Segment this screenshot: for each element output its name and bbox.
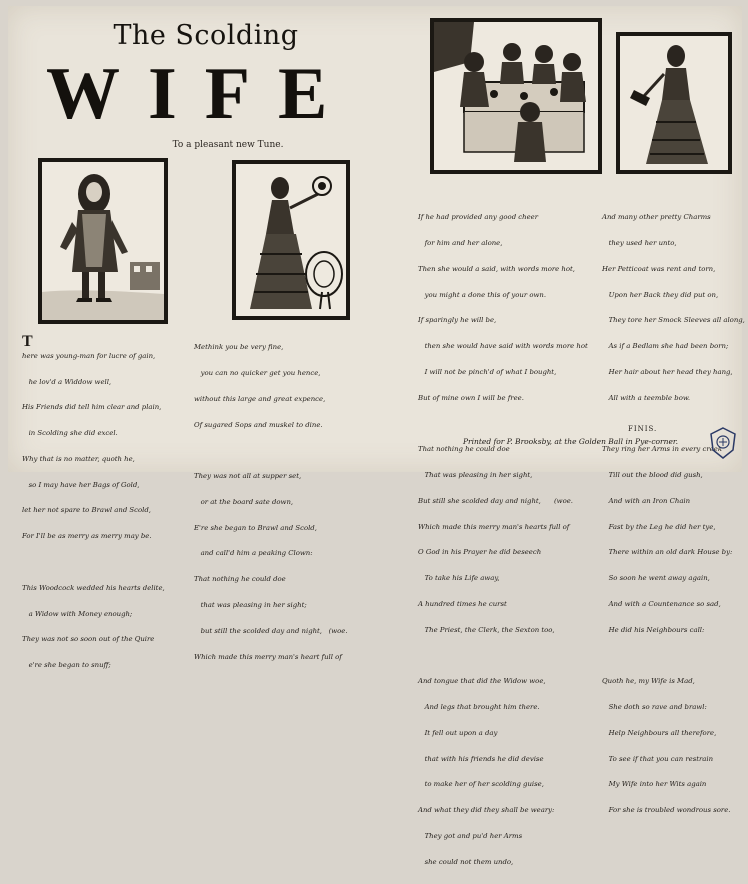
verse-line: so I may have her Bags of Gold, (22, 480, 140, 489)
verse-line: And with a Countenance so sad, (602, 599, 721, 608)
verse-line: If he had provided any good cheer (418, 213, 539, 222)
verse-line: Methink you be very fine, (194, 343, 284, 352)
verse-line: you might a done this of your own. (418, 290, 547, 299)
verse-line: E're she began to Brawl and Scold, (194, 523, 317, 532)
verse-column-3 (418, 196, 598, 884)
verse-line: Why that is no matter, quoth he, (22, 454, 135, 463)
verse-line: But of mine own I will be free. (418, 393, 524, 402)
verse-line (22, 558, 202, 567)
verse-line: you can no quicker get you hence, (194, 368, 321, 377)
verse-line: All with a teemble bow. (602, 393, 691, 402)
verse-line: There within an old dark House by: (602, 548, 733, 557)
verse-line: And many other pretty Charms (602, 213, 711, 222)
verse-line: For I'll be as merry as merry may be. (22, 532, 152, 541)
verse-line: or at the board sate down, (194, 497, 294, 506)
verse-line (418, 419, 598, 428)
verse-line: let her not spare to Brawl and Scold, (22, 506, 151, 515)
verse-line: They ring her Arms in every creek (602, 445, 723, 454)
tune-subtitle: To a pleasant new Tune. (172, 140, 284, 150)
young-man-image (42, 162, 164, 320)
verse-line: That nothing he could doe (418, 445, 510, 454)
verse-line: A hundred times he curst (418, 599, 507, 608)
verse-line: then she would have said with words more hot (418, 342, 588, 351)
woodcut-young-man (38, 158, 168, 324)
verse-line: for him and her alone, (418, 238, 503, 247)
broadside-sheet (8, 6, 745, 866)
verse-line: they used her unto, (602, 238, 677, 247)
verse-line: And what they did they shall be weary: (418, 806, 555, 815)
verse-line: in Scolding she did excel. (22, 429, 118, 438)
verse-line: to make her of her scolding guise, (418, 780, 544, 789)
verse-line: If sparingly he will be, (418, 316, 497, 325)
verse-line: a Widow with Money enough; (22, 609, 133, 618)
verse-line: Which made this merry man's hearts full of (418, 522, 570, 531)
verse-column-2 (194, 326, 370, 678)
verse-line: The Priest, the Clerk, the Sexton too, (418, 625, 555, 634)
verse-line: For she is troubled wondrous sore. (602, 806, 731, 815)
verse-line: He did his Neighbours call: (602, 625, 705, 634)
verse-line: Fast by the Leg he did her tye, (602, 522, 716, 531)
verse-line: Upon her Back they did put on, (602, 290, 719, 299)
title-the: The Scolding (113, 20, 299, 51)
verse-line: As if a Bedlam she had been born; (602, 342, 729, 351)
verse-line: without this large and great expence, (194, 394, 326, 403)
verse-line: but still the scolded day and night, (woe. (194, 626, 348, 635)
verse-line (194, 446, 370, 455)
verse-line: It fell out upon a day (418, 728, 498, 737)
lady-peacock-image (236, 164, 346, 316)
verse-line: They tore her Smock Sleeves all along, (602, 316, 745, 325)
verse-line: She doth so rave and brawl: (602, 703, 707, 712)
verse-line: My Wife into her Wits again (602, 780, 707, 789)
verse-line: Help Neighbours all therefore, (602, 728, 717, 737)
verse-line (418, 651, 598, 660)
verse-line: That was pleasing in her sight, (418, 471, 533, 479)
verse-line: he lov'd a Widdow well, (22, 377, 112, 386)
verse-line: that was pleasing in her sight; (194, 601, 307, 609)
tavern-scene-image (434, 22, 598, 170)
verse-line: Which made this merry man's heart full of (194, 652, 342, 661)
verse-line: To see if that you can restrain (602, 754, 714, 763)
verse-line: O God in his Prayer he did beseech (418, 548, 542, 557)
verse-line: Her hair about her head they hang, (602, 367, 733, 376)
verse-dropcap: T (22, 332, 33, 350)
title-wife: WIFE (46, 53, 356, 135)
verse-column-4 (602, 196, 745, 832)
verse-line: And tongue that did the Widow woe, (418, 677, 546, 686)
finis-text: FINIS. (628, 425, 658, 433)
verse-line: They was not so soon out of the Quire (22, 635, 155, 644)
verse-line: Quoth he, my Wife is Mad, (602, 677, 695, 686)
verse-line: Then she would a said, with words more hot, (418, 264, 575, 273)
verse-column-1 (22, 326, 202, 687)
verse-line: And with an Iron Chain (602, 496, 691, 505)
woodcut-tavern-scene (430, 18, 602, 174)
woodcut-lady-peacock (232, 160, 350, 320)
verse-line: here was young-man for lucre of gain, (22, 351, 156, 360)
verse-line: e're she began to snuff; (22, 661, 111, 670)
woman-cleaver-image (620, 36, 728, 170)
verse-line: So soon he went away again, (602, 574, 710, 583)
verse-line: But still she scolded day and night, (woe. (418, 496, 573, 505)
verse-line: that with his friends he did devise (418, 754, 544, 763)
verse-line: she could not them undo, (418, 857, 514, 866)
woodcut-woman-cleaver (616, 32, 732, 174)
verse-line: To take his Life away, (418, 574, 500, 583)
verse-line: And legs that brought him there. (418, 703, 540, 712)
printer-imprint: Printed for P. Brooksby, at the Golden Ball in Pye-corner. (463, 437, 679, 446)
verse-line: This Woodcock wedded his hearts delite, (22, 583, 165, 592)
verse-line: His Friends did tell him clear and plain, (22, 403, 162, 412)
verse-line: They was not all at supper set, (194, 472, 302, 481)
verse-line: Of sugared Sops and muskel to dine. (194, 420, 323, 429)
verse-line: That nothing he could doe (194, 575, 286, 584)
verse-line: They got and pu'd her Arms (418, 831, 523, 840)
verse-line: and call'd him a peaking Clown: (194, 549, 313, 558)
verse-line: I will not be pinch'd of what I bought, (418, 367, 557, 376)
library-stamp-icon (708, 426, 738, 460)
verse-line: Her Petticoat was rent and torn, (602, 264, 716, 273)
verse-line: Till out the blood did gush, (602, 471, 703, 479)
verse-line (602, 651, 742, 660)
